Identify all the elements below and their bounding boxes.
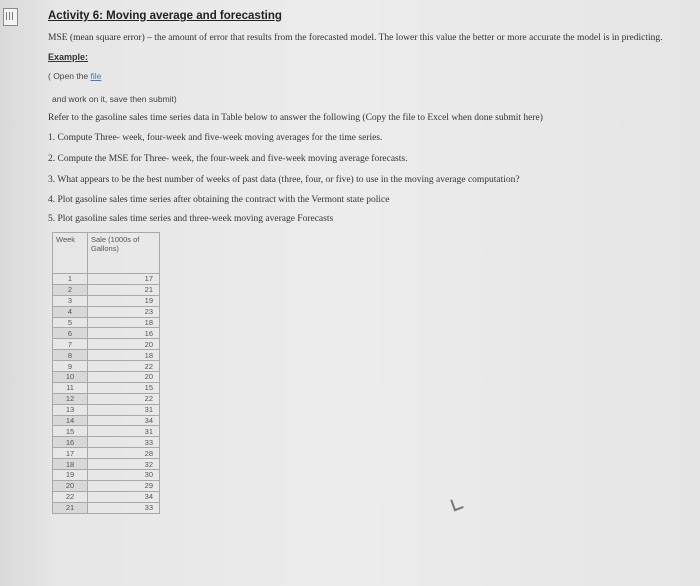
table-row: [53, 328, 160, 339]
sale-cell: 18: [88, 350, 160, 361]
table-row: [53, 459, 160, 470]
sale-cell: 30: [88, 470, 160, 481]
table-row: [53, 480, 160, 491]
mse-definition: MSE (mean square error) – the amount of error that results from the forecasted model. The lower this value the better or more accurate the model is in predicting.: [48, 33, 663, 43]
week-cell: 7: [53, 339, 88, 350]
sale-cell: 28: [88, 448, 160, 459]
task-4: 4. Plot gasoline sales time series after obtaining the contract with the Vermont state police: [48, 195, 390, 205]
example-label: Example:: [48, 52, 89, 62]
table-row: [53, 491, 160, 502]
table-row: [53, 284, 160, 295]
sale-cell: 21: [88, 284, 160, 295]
table-row: [53, 361, 160, 372]
table-row: [53, 382, 160, 393]
table-row: [53, 339, 160, 350]
week-cell: 22: [53, 491, 88, 502]
table-row: [53, 448, 160, 459]
week-cell: 12: [53, 393, 88, 404]
week-cell: 19: [53, 470, 88, 481]
week-cell: 18: [53, 459, 88, 470]
week-cell: 4: [53, 306, 88, 317]
week-header: Week: [53, 233, 88, 274]
table-row: [53, 470, 160, 481]
page-title: Activity 6: Moving average and forecasting: [48, 10, 282, 22]
table-row: [53, 404, 160, 415]
sale-cell: 16: [88, 328, 160, 339]
table-row: [53, 437, 160, 448]
sale-cell: 15: [88, 382, 160, 393]
table-row: [53, 295, 160, 306]
table-row: [53, 502, 160, 513]
sale-cell: 22: [88, 361, 160, 372]
mouse-cursor-icon: [450, 497, 464, 512]
week-cell: 20: [53, 480, 88, 491]
week-cell: 6: [53, 328, 88, 339]
week-cell: 17: [53, 448, 88, 459]
sale-cell: 34: [88, 491, 160, 502]
sale-cell: 33: [88, 502, 160, 513]
table-row: [53, 317, 160, 328]
task-2: 2. Compute the MSE for Three- week, the four-week and five-week moving average forecasts.: [48, 154, 408, 164]
week-cell: 16: [53, 437, 88, 448]
task-5: 5. Plot gasoline sales time series and three-week moving average Forecasts: [48, 214, 334, 224]
sale-cell: 19: [88, 295, 160, 306]
sale-cell: 20: [88, 372, 160, 383]
sales-table: [52, 232, 160, 514]
table-row: [53, 393, 160, 404]
document-icon: [3, 8, 18, 26]
sale-cell: 29: [88, 480, 160, 491]
sale-cell: 22: [88, 393, 160, 404]
table-row: [53, 274, 160, 285]
file-link[interactable]: file: [90, 71, 102, 81]
work-instruction: and work on it, save then submit): [52, 94, 177, 104]
table-row: [53, 415, 160, 426]
sale-header: Sale (1000s of Gallons): [88, 233, 160, 274]
sale-cell: 20: [88, 339, 160, 350]
week-cell: 5: [53, 317, 88, 328]
week-cell: 9: [53, 361, 88, 372]
sale-cell: 31: [88, 404, 160, 415]
week-cell: 21: [53, 502, 88, 513]
table-row: [53, 306, 160, 317]
sale-cell: 23: [88, 306, 160, 317]
task-3: 3. What appears to be the best number of weeks of past data (three, four, or five) to use in the moving average computation?: [48, 175, 520, 185]
week-cell: 1: [53, 274, 88, 285]
refer-line: Refer to the gasoline sales time series data in Table below to answer the following (Copy the file to Excel when done submit here): [48, 113, 543, 123]
sale-cell: 17: [88, 274, 160, 285]
week-cell: 14: [53, 415, 88, 426]
sale-cell: 33: [88, 437, 160, 448]
week-cell: 2: [53, 284, 88, 295]
task-1: 1. Compute Three- week, four-week and five-week moving averages for the time series.: [48, 133, 383, 143]
open-file-line: [48, 71, 101, 81]
open-prefix: ( Open the: [48, 71, 91, 81]
table-row: [53, 426, 160, 437]
sale-cell: 18: [88, 317, 160, 328]
week-cell: 8: [53, 350, 88, 361]
week-cell: 10: [53, 372, 88, 383]
sale-cell: 31: [88, 426, 160, 437]
table-row: [53, 350, 160, 361]
week-cell: 15: [53, 426, 88, 437]
week-cell: 3: [53, 295, 88, 306]
sale-cell: 32: [88, 459, 160, 470]
table-row: [53, 372, 160, 383]
week-cell: 11: [53, 382, 88, 393]
sale-cell: 34: [88, 415, 160, 426]
week-cell: 13: [53, 404, 88, 415]
